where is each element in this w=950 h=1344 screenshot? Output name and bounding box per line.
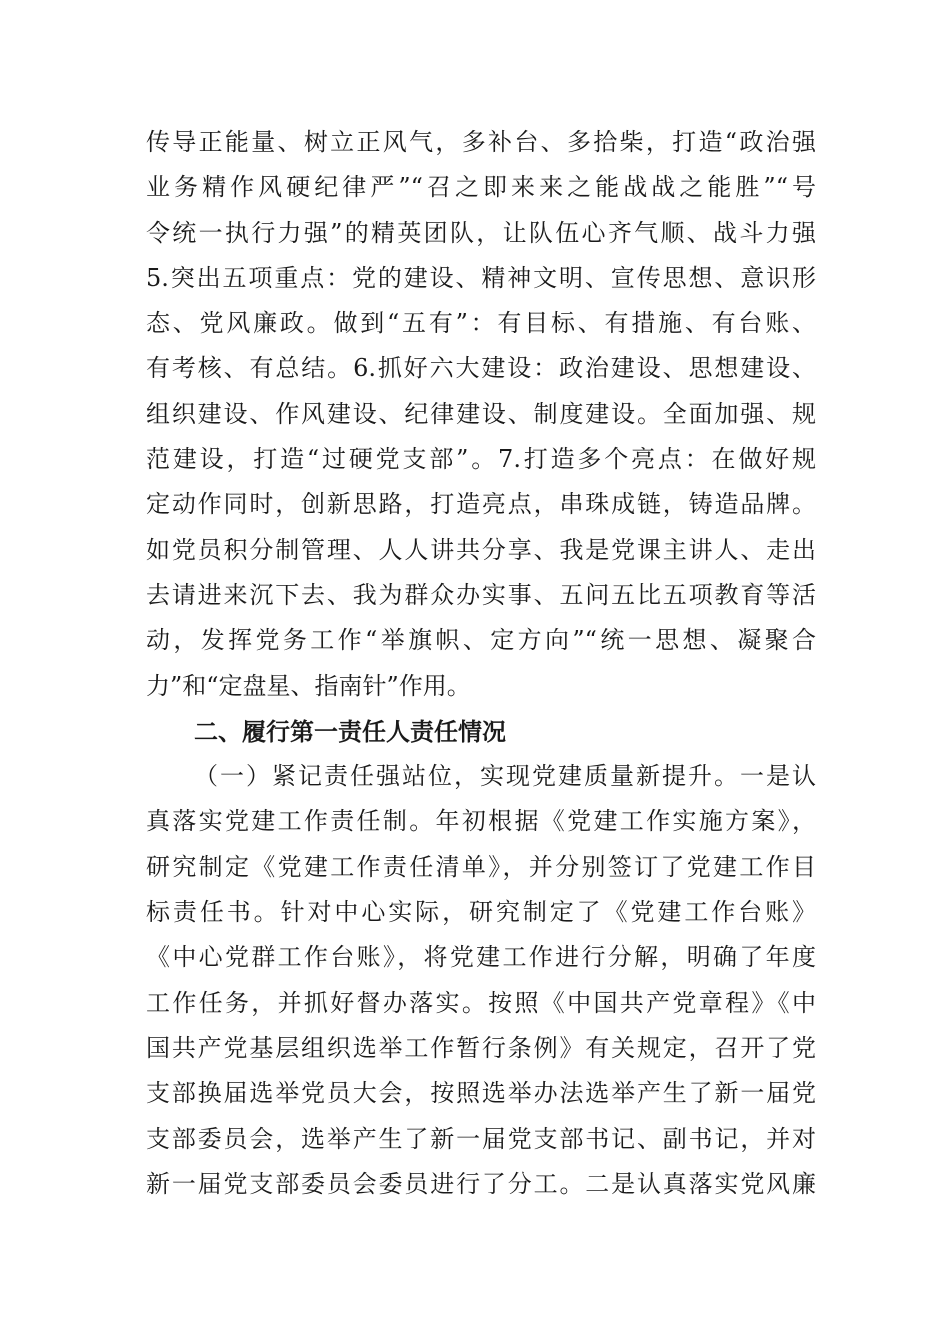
text-line: 组织建设、作风建设、纪律建设、制度建设。全面加强、规 [146, 399, 816, 428]
text-line: 研究制定《党建工作责任清单》，并分别签订了党建工作目 [146, 852, 816, 881]
text-line: 令统一执行力强”的精英团队，让队伍心齐气顺、战斗力强 [146, 218, 816, 247]
text-line: （一）紧记责任强站位，实现党建质量新提升。一是认 [194, 762, 816, 791]
text-line: 态、党风廉政。做到“五有”：有目标、有措施、有台账、 [146, 309, 816, 338]
text-line: 定动作同时，创新思路，打造亮点，串珠成链，铸造品牌。 [146, 490, 816, 519]
text-line: 范建设，打造“过硬党支部”。7.打造多个亮点：在做好规 [146, 445, 816, 474]
text-line: 《中心党群工作台账》，将党建工作进行分解，明确了年度 [146, 943, 816, 972]
text-line: 力”和“定盘星、指南针”作用。 [146, 671, 471, 700]
section-heading: 二、履行第一责任人责任情况 [194, 716, 506, 746]
text-line: 真落实党建工作责任制。年初根据《党建工作实施方案》， [146, 807, 816, 836]
text-line: 支部换届选举党员大会，按照选举办法选举产生了新一届党 [146, 1079, 816, 1108]
text-line: 支部委员会，选举产生了新一届党支部书记、副书记，并对 [146, 1124, 816, 1153]
text-line: 传导正能量、树立正风气，多补台、多拾柴，打造“政治强 [146, 128, 816, 156]
body-text [146, 120, 816, 1207]
text-line: 新一届党支部委员会委员进行了分工。二是认真落实党风廉 [146, 1169, 816, 1198]
text-line: 去请进来沉下去、我为群众办实事、五问五比五项教育等活 [146, 580, 816, 609]
text-line: 标责任书。针对中心实际，研究制定了《党建工作台账》 [146, 898, 816, 927]
text-line: 国共产党基层组织选举工作暂行条例》有关规定，召开了党 [146, 1033, 816, 1062]
text-line: 5.突出五项重点：党的建设、精神文明、宣传思想、意识形 [146, 263, 816, 292]
text-line: 有考核、有总结。6.抓好六大建设：政治建设、思想建设、 [146, 354, 816, 383]
text-line: 动，发挥党务工作“举旗帜、定方向”“统一思想、凝聚合 [146, 626, 816, 655]
text-line: 业务精作风硬纪律严”“召之即来来之能战战之能胜”“号 [146, 173, 816, 202]
text-line: 工作任务，并抓好督办落实。按照《中国共产党章程》《中 [146, 988, 816, 1017]
text-line: 如党员积分制管理、人人讲共分享、我是党课主讲人、走出 [146, 535, 816, 564]
